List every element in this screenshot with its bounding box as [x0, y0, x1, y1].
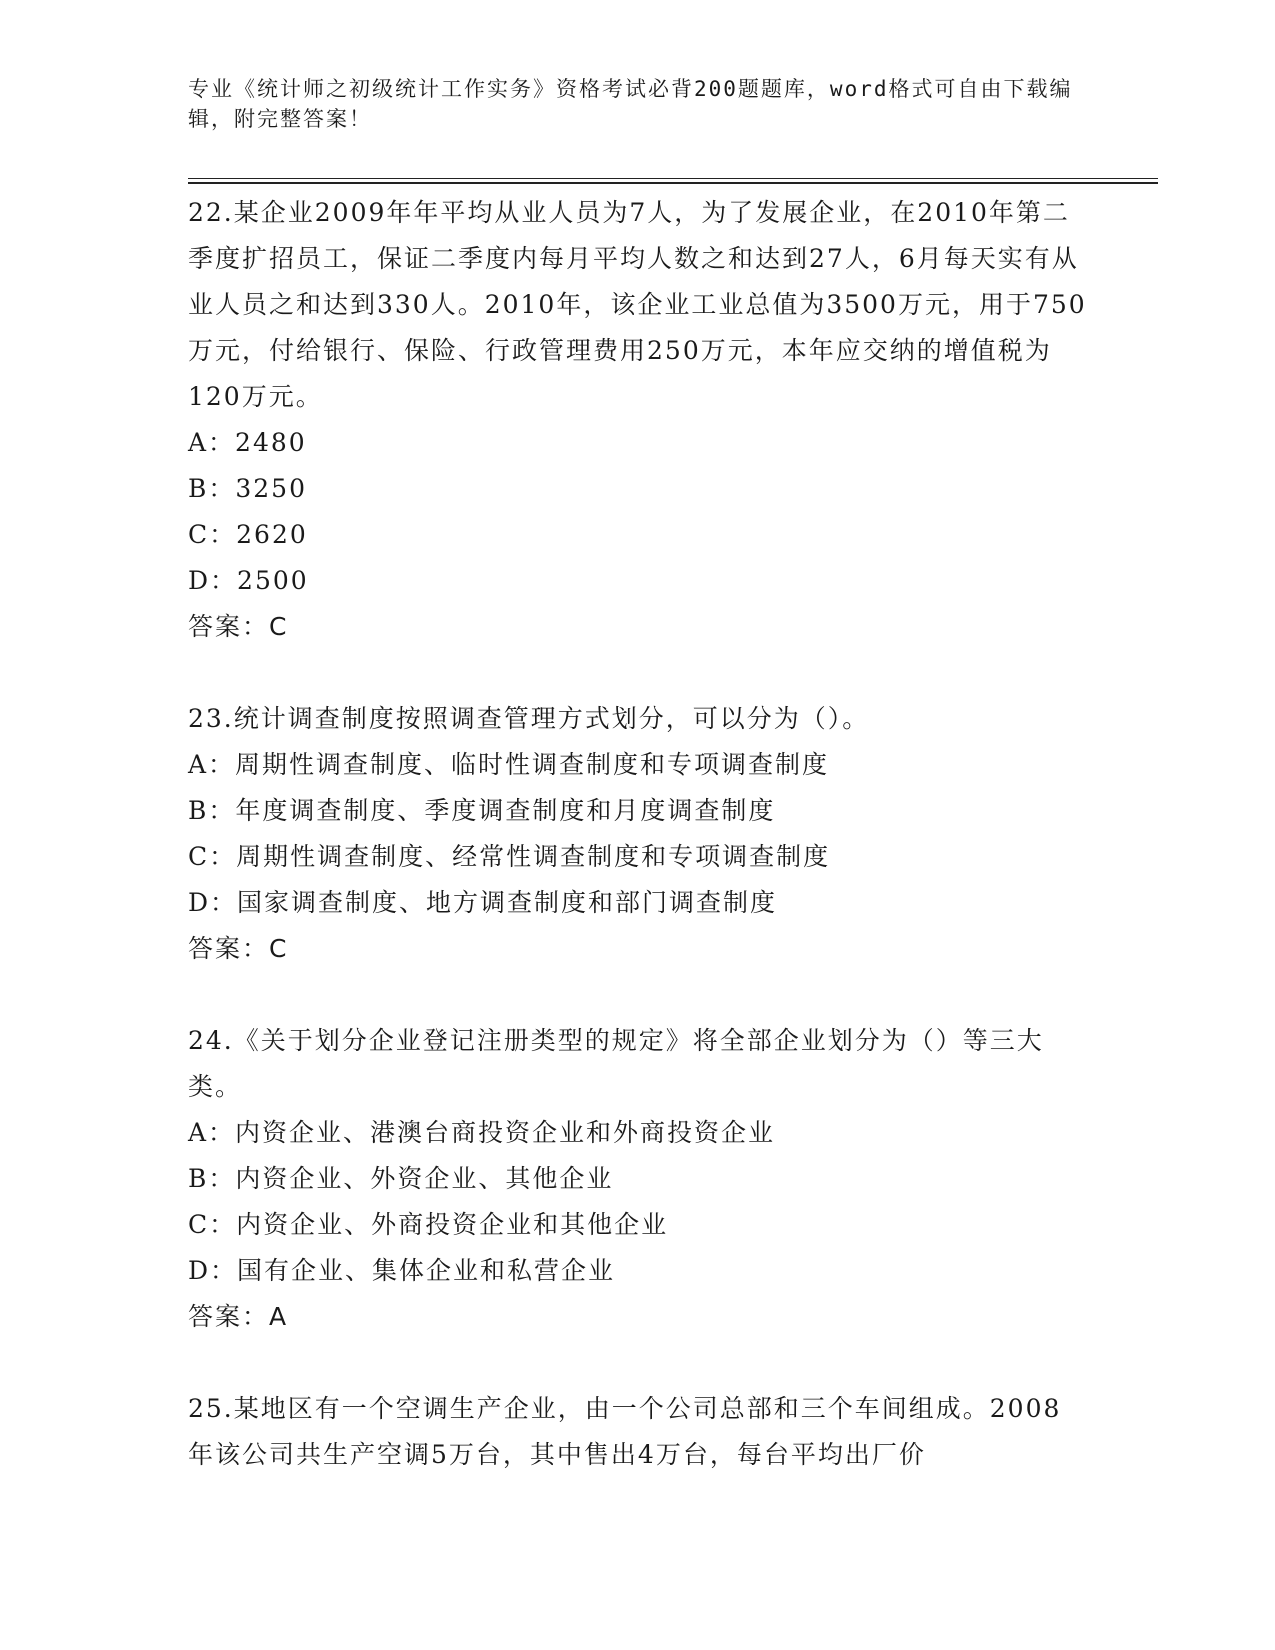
answer-line: 答案：C [188, 612, 289, 641]
question-23 [188, 696, 1088, 972]
option-b: B：内资企业、外资企业、其他企业 [188, 1164, 614, 1193]
option-d: D：国家调查制度、地方调查制度和部门调查制度 [188, 888, 778, 917]
question-stem: 某地区有一个空调生产企业，由一个公司总部和三个车间组成。2008年该公司共生产空调5万台，其中售出4万台，每台平均出厂价 [188, 1394, 1062, 1469]
question-text [188, 696, 1088, 742]
question-number: 25. [188, 1394, 234, 1423]
option-d: D：2500 [188, 566, 309, 595]
option-a: A：内资企业、港澳台商投资企业和外商投资企业 [188, 1118, 776, 1147]
question-stem: 某企业2009年年平均从业人员为7人，为了发展企业，在2010年第二季度扩招员工，保证二季度内每月平均人数之和达到27人，6月每天实有从业人员之和达到330人。2010年，该企业工业总值为3500万元，用于750万元，付给银行、保险、行政管理费用250万元，本年应交纳的增值税为120万元。 [188, 198, 1087, 411]
question-gap [188, 1340, 1088, 1386]
option-a: A：2480 [188, 428, 307, 457]
question-stem: 统计调查制度按照调查管理方式划分，可以分为（）。 [233, 704, 870, 733]
option-c: C：2620 [188, 520, 308, 549]
question-22 [188, 190, 1088, 650]
question-text [188, 1018, 1088, 1110]
header-rule-thick [188, 182, 1158, 184]
question-text [188, 1386, 1088, 1478]
question-stem: 《关于划分企业登记注册类型的规定》将全部企业划分为（）等三大类。 [188, 1026, 1044, 1101]
option-c: C：内资企业、外商投资企业和其他企业 [188, 1210, 669, 1239]
question-text [188, 190, 1088, 420]
answer-line: 答案：C [188, 934, 289, 963]
question-list [188, 190, 1088, 1478]
option-d: D：国有企业、集体企业和私营企业 [188, 1256, 616, 1285]
option-b: B：年度调查制度、季度调查制度和月度调查制度 [188, 796, 776, 825]
answer-line: 答案：A [188, 1302, 289, 1331]
option-b: B：3250 [188, 474, 307, 503]
question-gap [188, 650, 1088, 696]
header-rule-thin [188, 178, 1158, 179]
question-number: 22. [188, 198, 234, 227]
question-gap [188, 972, 1088, 1018]
page-header-title: 专业《统计师之初级统计工作实务》资格考试必背200题题库，word格式可自由下载编辑，附完整答案！ [188, 77, 1073, 131]
question-25 [188, 1386, 1088, 1478]
question-number: 23. [188, 704, 234, 733]
question-24 [188, 1018, 1088, 1340]
option-c: C：周期性调查制度、经常性调查制度和专项调查制度 [188, 842, 831, 871]
option-a: A：周期性调查制度、临时性调查制度和专项调查制度 [188, 750, 830, 779]
question-number: 24. [188, 1026, 234, 1055]
